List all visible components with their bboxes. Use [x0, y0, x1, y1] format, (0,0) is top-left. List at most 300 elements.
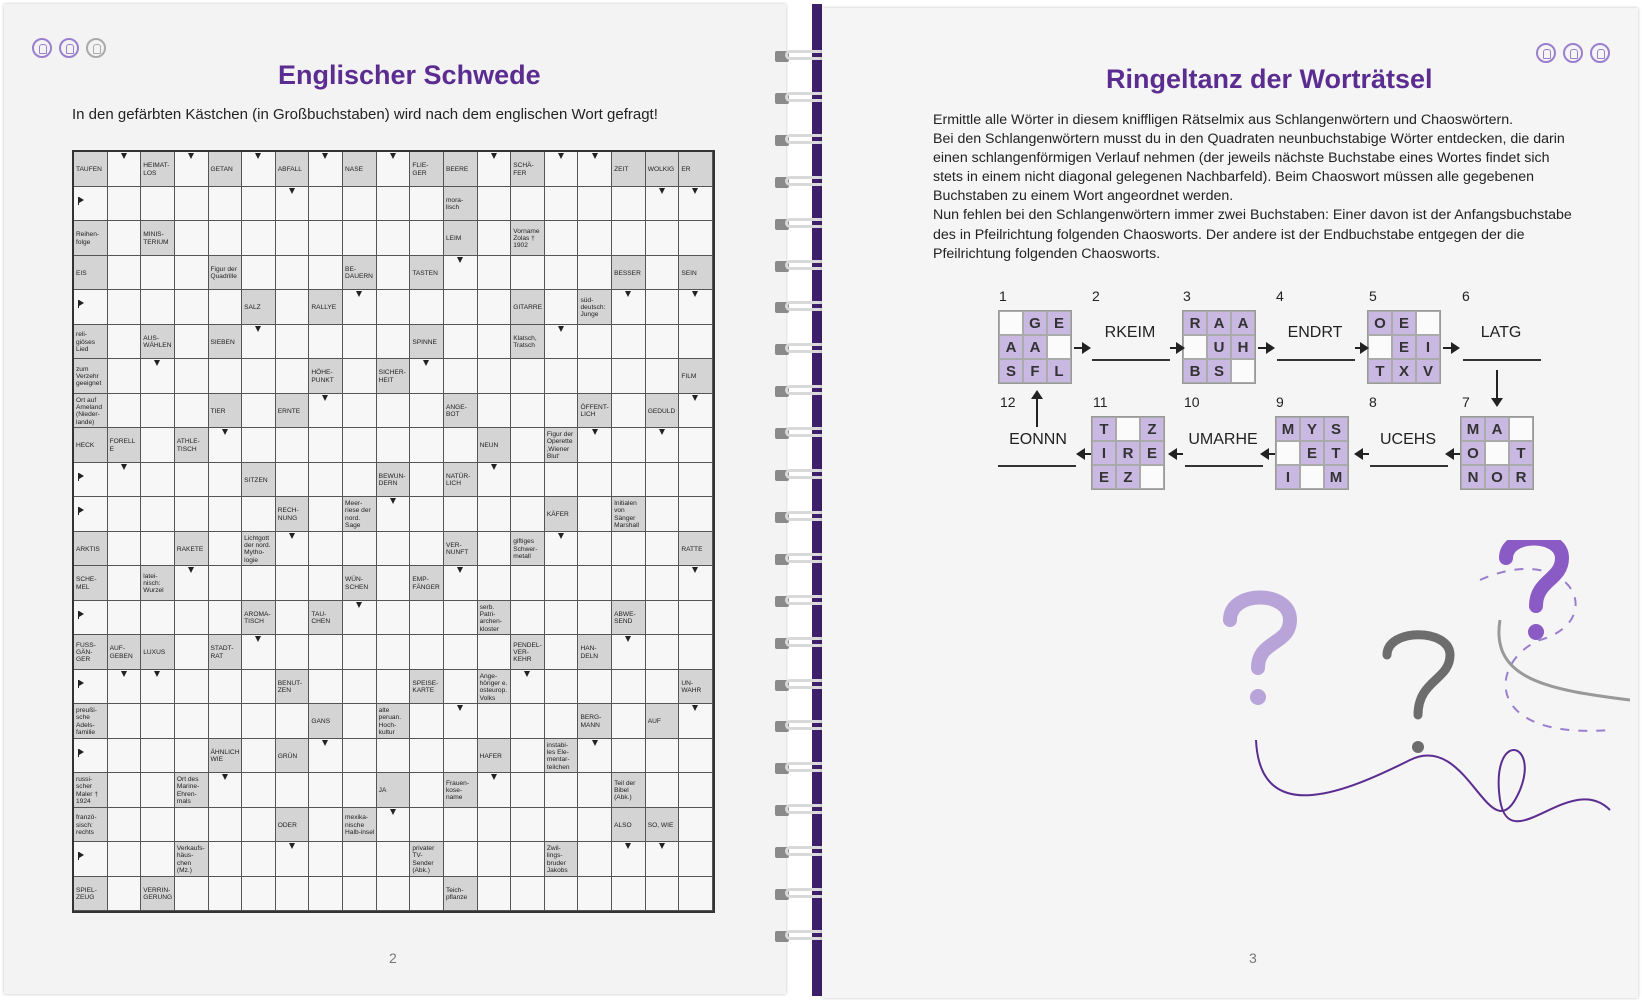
crossword-answer-cell[interactable]	[108, 808, 142, 843]
crossword-answer-cell[interactable]	[578, 601, 612, 636]
crossword-answer-cell[interactable]	[646, 842, 680, 877]
crossword-answer-cell[interactable]	[377, 221, 411, 256]
crossword-answer-cell[interactable]	[108, 566, 142, 601]
crossword-answer-cell[interactable]	[612, 842, 646, 877]
crossword-answer-cell[interactable]	[612, 290, 646, 325]
crossword-answer-cell[interactable]	[478, 497, 512, 532]
crossword-answer-cell[interactable]	[108, 704, 142, 739]
crossword-answer-cell[interactable]	[612, 463, 646, 498]
crossword-answer-cell[interactable]	[578, 428, 612, 463]
crossword-answer-cell[interactable]	[511, 566, 545, 601]
crossword-answer-cell[interactable]	[646, 601, 680, 636]
crossword-answer-cell[interactable]	[545, 670, 579, 705]
crossword-answer-cell[interactable]	[242, 877, 276, 912]
crossword-answer-cell[interactable]	[276, 256, 310, 291]
crossword-answer-cell[interactable]	[309, 773, 343, 808]
crossword-answer-cell[interactable]	[478, 256, 512, 291]
crossword-answer-cell[interactable]	[612, 532, 646, 567]
crossword-answer-cell[interactable]	[612, 704, 646, 739]
crossword-answer-cell[interactable]	[478, 290, 512, 325]
crossword-answer-cell[interactable]	[410, 221, 444, 256]
crossword-answer-cell[interactable]	[410, 601, 444, 636]
crossword-answer-cell[interactable]	[679, 704, 713, 739]
crossword-answer-cell[interactable]	[108, 532, 142, 567]
crossword-answer-cell[interactable]	[309, 566, 343, 601]
crossword-answer-cell[interactable]	[108, 359, 142, 394]
snake-empty-cell[interactable]	[1116, 417, 1140, 441]
crossword-answer-cell[interactable]	[410, 463, 444, 498]
crossword-answer-cell[interactable]	[578, 152, 612, 187]
crossword-answer-cell[interactable]	[578, 325, 612, 360]
crossword-answer-cell[interactable]	[377, 808, 411, 843]
crossword-answer-cell[interactable]	[410, 635, 444, 670]
crossword-answer-cell[interactable]	[478, 325, 512, 360]
crossword-answer-cell[interactable]	[309, 808, 343, 843]
crossword-answer-cell[interactable]	[209, 463, 243, 498]
crossword-answer-cell[interactable]	[646, 221, 680, 256]
crossword-answer-cell[interactable]	[175, 463, 209, 498]
crossword-answer-cell[interactable]	[578, 497, 612, 532]
crossword-answer-cell[interactable]	[612, 221, 646, 256]
crossword-answer-cell[interactable]	[646, 532, 680, 567]
crossword-answer-cell[interactable]	[209, 808, 243, 843]
crossword-answer-cell[interactable]	[410, 290, 444, 325]
crossword-answer-cell[interactable]	[545, 463, 579, 498]
crossword-answer-cell[interactable]	[175, 670, 209, 705]
crossword-answer-cell[interactable]	[612, 670, 646, 705]
crossword-answer-cell[interactable]	[578, 221, 612, 256]
crossword-answer-cell[interactable]	[242, 842, 276, 877]
crossword-answer-cell[interactable]	[343, 394, 377, 429]
crossword-answer-cell[interactable]	[175, 601, 209, 636]
crossword-answer-cell[interactable]	[511, 187, 545, 222]
crossword-answer-cell[interactable]	[343, 670, 377, 705]
crossword-answer-cell[interactable]	[309, 394, 343, 429]
crossword-answer-cell[interactable]	[74, 497, 108, 532]
crossword-answer-cell[interactable]	[242, 221, 276, 256]
crossword-answer-cell[interactable]	[175, 808, 209, 843]
crossword-answer-cell[interactable]	[309, 877, 343, 912]
snake-empty-cell[interactable]	[1231, 359, 1255, 383]
crossword-answer-cell[interactable]	[175, 739, 209, 774]
crossword-answer-cell[interactable]	[108, 187, 142, 222]
crossword-answer-cell[interactable]	[646, 428, 680, 463]
crossword-answer-cell[interactable]	[578, 877, 612, 912]
crossword-answer-cell[interactable]	[679, 773, 713, 808]
crossword-answer-cell[interactable]	[175, 221, 209, 256]
crossword-answer-cell[interactable]	[646, 635, 680, 670]
crossword-answer-cell[interactable]	[578, 463, 612, 498]
crossword-answer-cell[interactable]	[646, 325, 680, 360]
crossword-answer-cell[interactable]	[309, 256, 343, 291]
crossword-answer-cell[interactable]	[309, 635, 343, 670]
crossword-answer-cell[interactable]	[141, 601, 175, 636]
crossword-answer-cell[interactable]	[276, 359, 310, 394]
crossword-answer-cell[interactable]	[175, 152, 209, 187]
crossword-answer-cell[interactable]	[646, 359, 680, 394]
crossword-answer-cell[interactable]	[377, 635, 411, 670]
crossword-answer-cell[interactable]	[612, 428, 646, 463]
crossword-answer-cell[interactable]	[108, 463, 142, 498]
crossword-answer-cell[interactable]	[209, 428, 243, 463]
crossword-answer-cell[interactable]	[276, 842, 310, 877]
crossword-answer-cell[interactable]	[377, 532, 411, 567]
crossword-answer-cell[interactable]	[578, 842, 612, 877]
crossword-answer-cell[interactable]	[309, 428, 343, 463]
crossword-answer-cell[interactable]	[141, 187, 175, 222]
crossword-answer-cell[interactable]	[511, 428, 545, 463]
crossword-answer-cell[interactable]	[141, 359, 175, 394]
crossword-answer-cell[interactable]	[578, 773, 612, 808]
crossword-answer-cell[interactable]	[377, 187, 411, 222]
snake-empty-cell[interactable]	[1300, 465, 1324, 489]
crossword-answer-cell[interactable]	[209, 704, 243, 739]
crossword-answer-cell[interactable]	[108, 877, 142, 912]
crossword-answer-cell[interactable]	[545, 601, 579, 636]
crossword-answer-cell[interactable]	[410, 394, 444, 429]
crossword-answer-cell[interactable]	[209, 670, 243, 705]
crossword-answer-cell[interactable]	[646, 739, 680, 774]
crossword-answer-cell[interactable]	[679, 808, 713, 843]
crossword-answer-cell[interactable]	[377, 670, 411, 705]
crossword-answer-cell[interactable]	[276, 428, 310, 463]
crossword-answer-cell[interactable]	[679, 877, 713, 912]
crossword-answer-cell[interactable]	[343, 635, 377, 670]
crossword-answer-cell[interactable]	[209, 601, 243, 636]
crossword-answer-cell[interactable]	[242, 394, 276, 429]
crossword-answer-cell[interactable]	[444, 601, 478, 636]
crossword-answer-cell[interactable]	[343, 704, 377, 739]
crossword-answer-cell[interactable]	[309, 325, 343, 360]
crossword-answer-cell[interactable]	[175, 359, 209, 394]
crossword-answer-cell[interactable]	[242, 497, 276, 532]
crossword-answer-cell[interactable]	[276, 532, 310, 567]
snake-empty-cell[interactable]	[999, 311, 1023, 335]
crossword-answer-cell[interactable]	[242, 773, 276, 808]
crossword-answer-cell[interactable]	[545, 635, 579, 670]
crossword-answer-cell[interactable]	[343, 325, 377, 360]
crossword-answer-cell[interactable]	[679, 221, 713, 256]
crossword-answer-cell[interactable]	[377, 152, 411, 187]
crossword-answer-cell[interactable]	[108, 773, 142, 808]
crossword-answer-cell[interactable]	[276, 601, 310, 636]
crossword-answer-cell[interactable]	[511, 808, 545, 843]
crossword-answer-cell[interactable]	[478, 773, 512, 808]
crossword-answer-cell[interactable]	[545, 359, 579, 394]
crossword-answer-cell[interactable]	[410, 532, 444, 567]
crossword-answer-cell[interactable]	[175, 704, 209, 739]
crossword-answer-cell[interactable]	[108, 739, 142, 774]
crossword-answer-cell[interactable]	[545, 152, 579, 187]
crossword-answer-cell[interactable]	[74, 842, 108, 877]
crossword-answer-cell[interactable]	[444, 290, 478, 325]
crossword-answer-cell[interactable]	[209, 773, 243, 808]
crossword-answer-cell[interactable]	[612, 635, 646, 670]
crossword-answer-cell[interactable]	[141, 497, 175, 532]
crossword-answer-cell[interactable]	[343, 739, 377, 774]
crossword-answer-cell[interactable]	[578, 359, 612, 394]
crossword-answer-cell[interactable]	[309, 221, 343, 256]
crossword-answer-cell[interactable]	[578, 187, 612, 222]
crossword-answer-cell[interactable]	[276, 566, 310, 601]
crossword-answer-cell[interactable]	[175, 497, 209, 532]
crossword-answer-cell[interactable]	[276, 463, 310, 498]
crossword-answer-cell[interactable]	[545, 808, 579, 843]
crossword-answer-cell[interactable]	[545, 877, 579, 912]
snake-empty-cell[interactable]	[1140, 465, 1164, 489]
crossword-answer-cell[interactable]	[108, 394, 142, 429]
crossword-answer-cell[interactable]	[209, 221, 243, 256]
crossword-answer-cell[interactable]	[478, 635, 512, 670]
crossword-answer-cell[interactable]	[377, 566, 411, 601]
crossword-answer-cell[interactable]	[309, 739, 343, 774]
crossword-answer-cell[interactable]	[343, 290, 377, 325]
crossword-answer-cell[interactable]	[175, 290, 209, 325]
crossword-answer-cell[interactable]	[209, 877, 243, 912]
crossword-answer-cell[interactable]	[141, 739, 175, 774]
crossword-answer-cell[interactable]	[646, 256, 680, 291]
snake-empty-cell[interactable]	[1368, 335, 1392, 359]
crossword-answer-cell[interactable]	[679, 566, 713, 601]
crossword-answer-cell[interactable]	[108, 152, 142, 187]
crossword-answer-cell[interactable]	[343, 773, 377, 808]
crossword-answer-cell[interactable]	[646, 187, 680, 222]
crossword-answer-cell[interactable]	[646, 290, 680, 325]
crossword-answer-cell[interactable]	[242, 566, 276, 601]
crossword-answer-cell[interactable]	[343, 359, 377, 394]
snake-empty-cell[interactable]	[1047, 335, 1071, 359]
snake-empty-cell[interactable]	[1485, 441, 1509, 465]
crossword-answer-cell[interactable]	[343, 187, 377, 222]
crossword-answer-cell[interactable]	[74, 670, 108, 705]
crossword-answer-cell[interactable]	[141, 394, 175, 429]
snake-empty-cell[interactable]	[1183, 335, 1207, 359]
crossword-answer-cell[interactable]	[141, 670, 175, 705]
crossword-answer-cell[interactable]	[309, 463, 343, 498]
crossword-answer-cell[interactable]	[309, 187, 343, 222]
crossword-answer-cell[interactable]	[108, 221, 142, 256]
crossword-answer-cell[interactable]	[511, 704, 545, 739]
crossword-answer-cell[interactable]	[377, 842, 411, 877]
crossword-answer-cell[interactable]	[108, 256, 142, 291]
snake-empty-cell[interactable]	[1509, 417, 1533, 441]
crossword-answer-cell[interactable]	[343, 877, 377, 912]
crossword-answer-cell[interactable]	[377, 394, 411, 429]
crossword-answer-cell[interactable]	[545, 187, 579, 222]
crossword-answer-cell[interactable]	[276, 187, 310, 222]
crossword-answer-cell[interactable]	[444, 359, 478, 394]
crossword-answer-cell[interactable]	[309, 497, 343, 532]
crossword-answer-cell[interactable]	[209, 290, 243, 325]
crossword-answer-cell[interactable]	[141, 532, 175, 567]
crossword-answer-cell[interactable]	[578, 566, 612, 601]
crossword-answer-cell[interactable]	[511, 463, 545, 498]
crossword-answer-cell[interactable]	[141, 256, 175, 291]
crossword-answer-cell[interactable]	[377, 428, 411, 463]
snake-empty-cell[interactable]	[1416, 311, 1440, 335]
crossword-answer-cell[interactable]	[478, 566, 512, 601]
crossword-answer-cell[interactable]	[444, 808, 478, 843]
crossword-answer-cell[interactable]	[646, 773, 680, 808]
crossword-answer-cell[interactable]	[410, 704, 444, 739]
crossword-answer-cell[interactable]	[209, 842, 243, 877]
crossword-answer-cell[interactable]	[511, 670, 545, 705]
crossword-answer-cell[interactable]	[679, 428, 713, 463]
crossword-answer-cell[interactable]	[478, 394, 512, 429]
crossword-answer-cell[interactable]	[276, 325, 310, 360]
crossword-answer-cell[interactable]	[242, 428, 276, 463]
crossword-answer-cell[interactable]	[679, 635, 713, 670]
crossword-answer-cell[interactable]	[343, 428, 377, 463]
crossword-answer-cell[interactable]	[74, 290, 108, 325]
crossword-answer-cell[interactable]	[175, 394, 209, 429]
crossword-answer-cell[interactable]	[545, 532, 579, 567]
crossword-answer-cell[interactable]	[309, 532, 343, 567]
crossword-answer-cell[interactable]	[175, 325, 209, 360]
crossword-answer-cell[interactable]	[141, 428, 175, 463]
crossword-answer-cell[interactable]	[309, 152, 343, 187]
crossword-answer-cell[interactable]	[377, 325, 411, 360]
crossword-answer-cell[interactable]	[410, 428, 444, 463]
crossword-answer-cell[interactable]	[478, 221, 512, 256]
crossword-answer-cell[interactable]	[612, 359, 646, 394]
crossword-answer-cell[interactable]	[511, 601, 545, 636]
crossword-answer-cell[interactable]	[545, 394, 579, 429]
crossword-answer-cell[interactable]	[108, 601, 142, 636]
crossword-answer-cell[interactable]	[578, 532, 612, 567]
crossword-answer-cell[interactable]	[679, 601, 713, 636]
crossword-answer-cell[interactable]	[410, 739, 444, 774]
crossword-answer-cell[interactable]	[511, 394, 545, 429]
crossword-answer-cell[interactable]	[545, 221, 579, 256]
crossword-answer-cell[interactable]	[578, 739, 612, 774]
crossword-answer-cell[interactable]	[578, 670, 612, 705]
crossword-answer-cell[interactable]	[511, 256, 545, 291]
crossword-answer-cell[interactable]	[74, 739, 108, 774]
crossword-answer-cell[interactable]	[511, 497, 545, 532]
crossword-answer-cell[interactable]	[175, 877, 209, 912]
crossword-answer-cell[interactable]	[511, 359, 545, 394]
crossword-answer-cell[interactable]	[410, 497, 444, 532]
crossword-answer-cell[interactable]	[242, 256, 276, 291]
crossword-answer-cell[interactable]	[175, 256, 209, 291]
crossword-answer-cell[interactable]	[478, 463, 512, 498]
crossword-answer-cell[interactable]	[141, 463, 175, 498]
crossword-answer-cell[interactable]	[276, 773, 310, 808]
crossword-answer-cell[interactable]	[545, 325, 579, 360]
crossword-answer-cell[interactable]	[679, 497, 713, 532]
crossword-answer-cell[interactable]	[511, 773, 545, 808]
crossword-answer-cell[interactable]	[646, 877, 680, 912]
crossword-answer-cell[interactable]	[410, 877, 444, 912]
crossword-answer-cell[interactable]	[74, 187, 108, 222]
crossword-answer-cell[interactable]	[141, 808, 175, 843]
crossword-answer-cell[interactable]	[511, 739, 545, 774]
crossword-answer-cell[interactable]	[478, 532, 512, 567]
crossword-answer-cell[interactable]	[343, 601, 377, 636]
crossword-answer-cell[interactable]	[612, 394, 646, 429]
crossword-answer-cell[interactable]	[141, 290, 175, 325]
crossword-answer-cell[interactable]	[309, 842, 343, 877]
crossword-answer-cell[interactable]	[444, 325, 478, 360]
crossword-answer-cell[interactable]	[612, 739, 646, 774]
crossword-answer-cell[interactable]	[108, 325, 142, 360]
crossword-answer-cell[interactable]	[679, 463, 713, 498]
crossword-answer-cell[interactable]	[612, 187, 646, 222]
crossword-answer-cell[interactable]	[242, 187, 276, 222]
crossword-answer-cell[interactable]	[309, 670, 343, 705]
crossword-answer-cell[interactable]	[343, 221, 377, 256]
crossword-answer-cell[interactable]	[242, 325, 276, 360]
crossword-answer-cell[interactable]	[242, 739, 276, 774]
crossword-answer-cell[interactable]	[478, 152, 512, 187]
crossword-answer-cell[interactable]	[175, 187, 209, 222]
crossword-answer-cell[interactable]	[478, 704, 512, 739]
crossword-answer-cell[interactable]	[679, 187, 713, 222]
crossword-answer-cell[interactable]	[545, 256, 579, 291]
crossword-answer-cell[interactable]	[545, 566, 579, 601]
crossword-answer-cell[interactable]	[74, 463, 108, 498]
crossword-answer-cell[interactable]	[478, 877, 512, 912]
crossword-answer-cell[interactable]	[578, 808, 612, 843]
crossword-answer-cell[interactable]	[679, 290, 713, 325]
crossword-answer-cell[interactable]	[444, 670, 478, 705]
crossword-answer-cell[interactable]	[646, 566, 680, 601]
crossword-answer-cell[interactable]	[242, 359, 276, 394]
crossword-answer-cell[interactable]	[209, 187, 243, 222]
crossword-answer-cell[interactable]	[578, 256, 612, 291]
crossword-answer-cell[interactable]	[410, 808, 444, 843]
crossword-answer-cell[interactable]	[276, 221, 310, 256]
crossword-answer-cell[interactable]	[478, 808, 512, 843]
crossword-answer-cell[interactable]	[108, 497, 142, 532]
crossword-answer-cell[interactable]	[545, 773, 579, 808]
crossword-answer-cell[interactable]	[276, 704, 310, 739]
crossword-answer-cell[interactable]	[377, 877, 411, 912]
crossword-answer-cell[interactable]	[679, 842, 713, 877]
crossword-answer-cell[interactable]	[377, 739, 411, 774]
crossword-answer-cell[interactable]	[410, 773, 444, 808]
crossword-answer-cell[interactable]	[242, 808, 276, 843]
crossword-answer-cell[interactable]	[545, 704, 579, 739]
crossword-answer-cell[interactable]	[646, 497, 680, 532]
crossword-answer-cell[interactable]	[343, 532, 377, 567]
crossword-answer-cell[interactable]	[646, 463, 680, 498]
crossword-answer-cell[interactable]	[679, 325, 713, 360]
crossword-answer-cell[interactable]	[242, 670, 276, 705]
crossword-answer-cell[interactable]	[377, 256, 411, 291]
crossword-answer-cell[interactable]	[377, 497, 411, 532]
crossword-answer-cell[interactable]	[545, 290, 579, 325]
snake-empty-cell[interactable]	[1276, 441, 1300, 465]
crossword-answer-cell[interactable]	[444, 635, 478, 670]
crossword-answer-cell[interactable]	[141, 773, 175, 808]
crossword-answer-cell[interactable]	[141, 704, 175, 739]
crossword-answer-cell[interactable]	[612, 877, 646, 912]
crossword-answer-cell[interactable]	[511, 877, 545, 912]
crossword-answer-cell[interactable]	[74, 601, 108, 636]
crossword-answer-cell[interactable]	[276, 290, 310, 325]
crossword-answer-cell[interactable]	[209, 532, 243, 567]
crossword-answer-cell[interactable]	[679, 394, 713, 429]
crossword-answer-cell[interactable]	[175, 635, 209, 670]
crossword-answer-cell[interactable]	[377, 601, 411, 636]
crossword-answer-cell[interactable]	[343, 463, 377, 498]
crossword-answer-cell[interactable]	[242, 152, 276, 187]
crossword-answer-cell[interactable]	[478, 842, 512, 877]
crossword-answer-cell[interactable]	[444, 704, 478, 739]
crossword-answer-cell[interactable]	[175, 566, 209, 601]
